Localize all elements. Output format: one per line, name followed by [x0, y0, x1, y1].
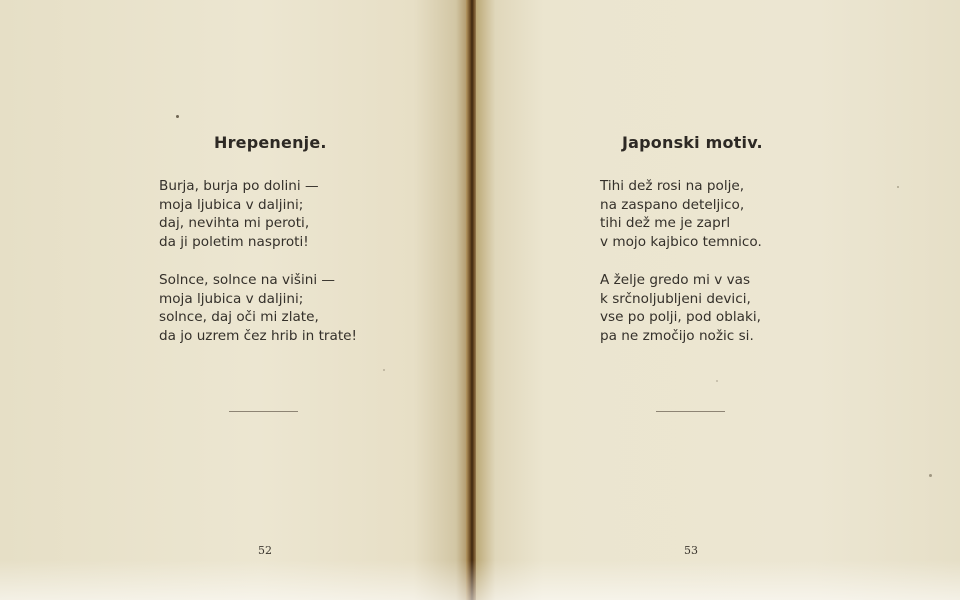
verse-line: na zaspano deteljico, — [600, 196, 745, 213]
verse-line: vse po polji, pod oblaki, — [600, 309, 761, 325]
verse-line: tihi dež me je zaprl — [600, 215, 731, 231]
stanza-right-1 — [600, 177, 762, 251]
verse-line: da ji poletim nasproti! — [159, 233, 309, 250]
verse-line: Tihi dež rosi na polje, — [600, 178, 745, 194]
verse-line: A želje gredo mi v vas — [600, 272, 751, 288]
paper-speck — [383, 369, 385, 371]
right-page — [476, 0, 960, 600]
verse-line: moja ljubica v daljini; — [159, 196, 304, 213]
paper-speck — [897, 186, 899, 188]
verse-line: moja ljubica v daljini; — [159, 290, 304, 307]
verse-line: daj, nevihta mi peroti, — [159, 215, 310, 231]
paper-speck — [716, 380, 718, 382]
paper-speck — [176, 115, 179, 118]
verse-line: pa ne zmočijo nožic si. — [600, 327, 754, 344]
poem-title-right: Japonski motiv. — [622, 133, 763, 152]
verse-line: Burja, burja po dolini — — [159, 178, 319, 194]
section-divider-right — [656, 411, 725, 412]
verse-line: Solnce, solnce na višini — — [159, 272, 336, 288]
page-number-left: 52 — [258, 544, 272, 557]
left-page — [0, 0, 470, 600]
stanza-right-2 — [600, 271, 761, 345]
poem-title-left: Hrepenenje. — [214, 133, 327, 152]
verse-line: da jo uzrem čez hrib in trate! — [159, 327, 357, 344]
stanza-left-2 — [159, 271, 357, 345]
verse-line: k srčnoljubljeni devici, — [600, 290, 751, 307]
stanza-left-1 — [159, 177, 319, 251]
section-divider-left — [229, 411, 298, 412]
page-number-right: 53 — [684, 544, 698, 557]
verse-line: solnce, daj oči mi zlate, — [159, 309, 319, 325]
paper-speck — [929, 474, 932, 477]
verse-line: v mojo kajbico temnico. — [600, 233, 762, 250]
